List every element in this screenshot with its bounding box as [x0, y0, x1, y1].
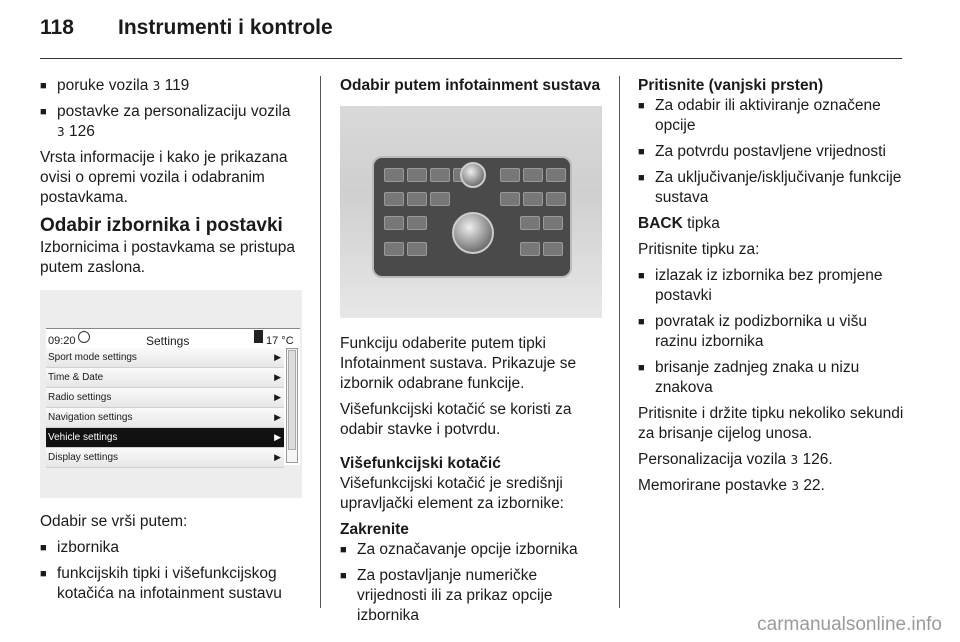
crossref-icon: 3 — [152, 79, 161, 93]
bullet-return-submenu: ■ povratak iz podizbornika u višu razinu izbornika — [638, 312, 908, 352]
settings-menu-item-label: Display settings — [48, 452, 119, 463]
section-heading: Odabir izbornika i postavki — [40, 215, 283, 236]
paragraph-press-key-for: Pritisnite tipku za: — [638, 241, 760, 258]
heading-multifunction-knob: Višefunkcijski kotačić — [340, 455, 501, 472]
settings-screen-illustration — [40, 290, 302, 498]
chevron-right-icon: ▶ — [274, 412, 281, 422]
panel-button — [430, 192, 450, 206]
header-rule — [40, 58, 902, 59]
back-label: BACK — [638, 215, 683, 232]
panel-button — [430, 168, 450, 182]
column-divider — [320, 76, 321, 608]
scrollbar-thumb — [288, 350, 296, 450]
bullet-exit-menu: ■ izlazak iz izbornika bez promjene postavki — [638, 266, 908, 306]
multifunction-knob — [452, 212, 494, 254]
column-1 — [40, 76, 305, 610]
infotainment-console-illustration — [340, 106, 602, 318]
settings-menu-item — [46, 408, 284, 428]
panel-button — [520, 242, 540, 256]
volume-knob — [460, 162, 486, 188]
settings-menu-list — [46, 348, 284, 468]
paragraph-memorized-ref: Memorirane postavke 3 22. — [638, 477, 825, 494]
paragraph-back-key: BACK tipka — [638, 215, 720, 232]
heading-turn: Zakrenite — [340, 521, 409, 538]
screen-temperature: 17 °C — [266, 335, 294, 347]
clock-icon — [78, 331, 90, 343]
chevron-right-icon: ▶ — [274, 372, 281, 382]
bullet-select-activate: ■ Za odabir ili aktiviranje označene opcije — [638, 96, 908, 136]
lower-buttons-right — [520, 242, 563, 254]
panel-button — [523, 168, 543, 182]
settings-menu-item-label: Vehicle settings — [48, 432, 118, 443]
paragraph-info-type: Vrsta informacije i kako je prikazana ovisi o opremi vozila i odabranim postavkama. — [40, 149, 288, 206]
crossref-icon: 3 — [57, 125, 65, 139]
paragraph-press-hold: Pritisnite i držite tipku nekoliko sekundi za brisanje cijelog unosa. — [638, 405, 904, 442]
chevron-right-icon: ▶ — [274, 352, 281, 362]
column-2 — [340, 76, 605, 632]
panel-button — [546, 192, 566, 206]
bullet-set-value: ■ Za postavljanje numeričke vrijednosti ili za prikaz opcije izbornika — [340, 566, 605, 626]
chevron-right-icon: ▶ — [274, 392, 281, 402]
paragraph-menus-access: Izbornicima i postavkama se pristupa putem zaslona. — [40, 239, 296, 276]
panel-button — [543, 242, 563, 256]
preset-buttons-right — [500, 168, 566, 180]
panel-button — [384, 242, 404, 256]
paragraph-selection-via: Odabir se vrši putem: — [40, 513, 188, 530]
chevron-right-icon: ▶ — [274, 432, 281, 442]
mode-buttons-right — [520, 216, 563, 228]
heading-press-outer-ring: Pritisnite (vanjski prsten) — [638, 77, 824, 94]
panel-button — [500, 192, 520, 206]
panel-button — [407, 168, 427, 182]
heading-infotainment-selection: Odabir putem infotainment sustava — [340, 77, 601, 94]
bullet-vehicle-messages: ■ poruke vozila 3 119 — [40, 76, 305, 96]
column-3 — [638, 76, 908, 502]
settings-menu-item — [46, 368, 284, 388]
settings-menu-item-label: Radio settings — [48, 392, 112, 403]
bullet-mark-option: ■ Za označavanje opcije izbornika — [340, 540, 605, 560]
panel-button — [523, 192, 543, 206]
screen-title: Settings — [146, 334, 190, 348]
screen-status-bar — [46, 329, 300, 346]
panel-button — [384, 192, 404, 206]
page-title: Instrumenti i kontrole — [118, 16, 333, 39]
bullet-personalization: ■ postavke za personalizaciju vozila 3 126 — [40, 102, 305, 142]
settings-menu-item-label: Sport mode settings — [48, 352, 137, 363]
bullet-toggle-function: ■ Za uključivanje/isključivanje funkcije sustava — [638, 168, 908, 208]
screen-time: 09:20 — [48, 335, 76, 347]
panel-button — [384, 216, 404, 230]
page-number: 118 — [40, 16, 74, 39]
panel-button — [384, 168, 404, 182]
panel-button — [543, 216, 563, 230]
panel-button — [520, 216, 540, 230]
paragraph-select-function: Funkciju odaberite putem tipki Infotainment sustava. Prikazuje se izbornik odabrane funkcije. — [340, 335, 577, 392]
screen-scrollbar — [286, 348, 298, 463]
bullet-function-keys: ■ funkcijskih tipki i višefunkcijskog kotačića na infotainment sustavu — [40, 564, 305, 604]
panel-button — [500, 168, 520, 182]
bullet-delete-char: ■ brisanje zadnjeg znaka u nizu znakova — [638, 358, 908, 398]
settings-menu-item — [46, 448, 284, 468]
mode-buttons — [384, 216, 427, 228]
panel-button — [407, 192, 427, 206]
chevron-right-icon: ▶ — [274, 452, 281, 462]
bullet-confirm-value: ■ Za potvrdu postavljene vrijednosti — [638, 142, 908, 162]
panel-button — [407, 216, 427, 230]
crossref-icon: 3 — [790, 453, 799, 467]
watermark: carmanualsonline.info — [757, 614, 942, 635]
function-buttons-right — [500, 192, 566, 204]
panel-button — [407, 242, 427, 256]
column-divider — [619, 76, 620, 608]
page-header — [40, 14, 920, 54]
infotainment-panel — [372, 156, 572, 278]
settings-menu-item — [46, 388, 284, 408]
crossref-icon: 3 — [791, 479, 799, 493]
settings-menu-item — [46, 428, 284, 448]
thermometer-icon — [254, 330, 263, 343]
settings-menu-item-label: Navigation settings — [48, 412, 133, 423]
settings-menu-item — [46, 348, 284, 368]
settings-menu-item-label: Time & Date — [48, 372, 104, 383]
function-buttons — [384, 192, 450, 204]
paragraph-knob-central: Višefunkcijski kotačić je središnji upravljački element za izbornike: — [340, 475, 564, 512]
lower-buttons — [384, 242, 427, 254]
paragraph-personalization-ref: Personalizacija vozila 3 126. — [638, 451, 833, 468]
bullet-menus: ■ izbornika — [40, 538, 305, 558]
paragraph-knob-usage: Višefunkcijski kotačić se koristi za odabir stavke i potvrdu. — [340, 401, 572, 438]
panel-button — [546, 168, 566, 182]
settings-screen — [46, 328, 300, 465]
